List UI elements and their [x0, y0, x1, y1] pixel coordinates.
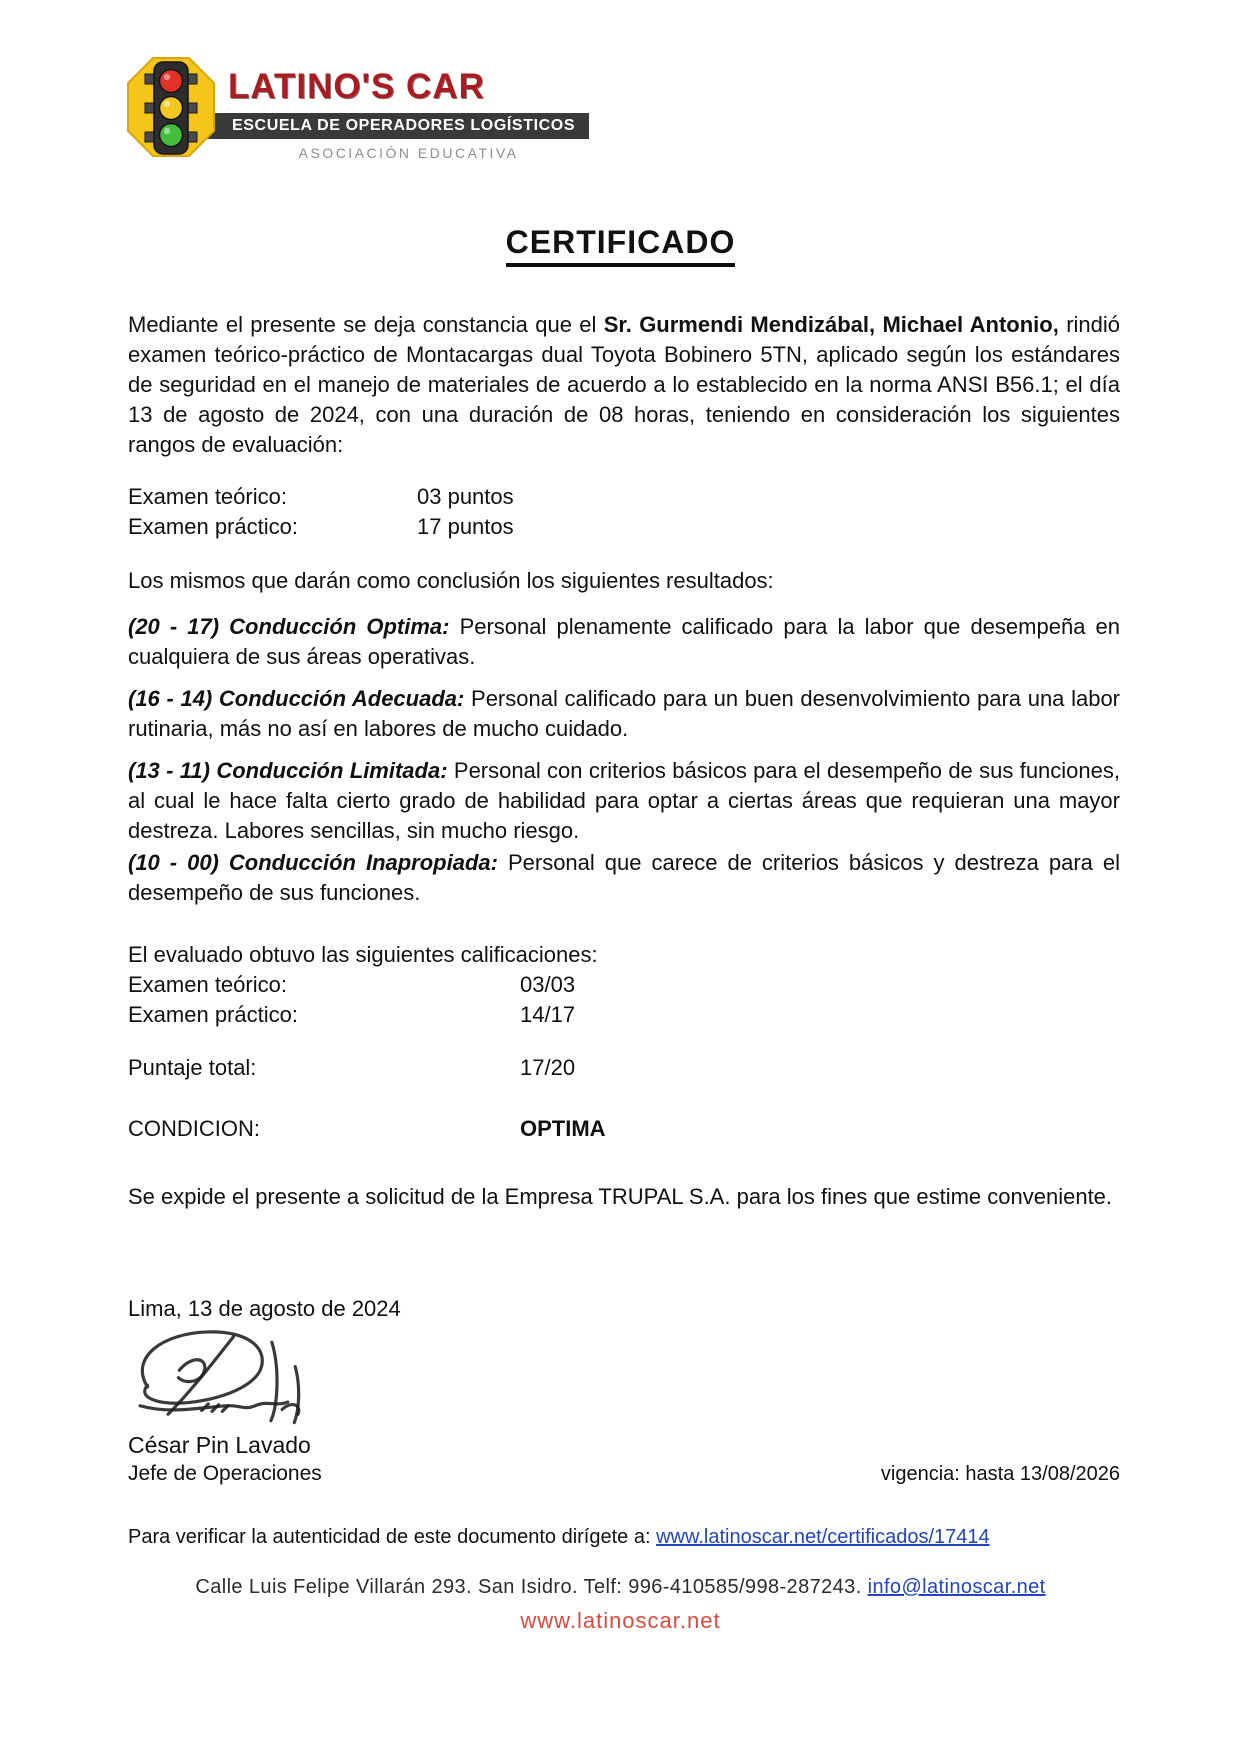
total-label: Puntaje total: [128, 1055, 257, 1080]
range-text: Personal que carece de criterios básicos y destreza para el desempeño de sus funciones. [128, 850, 1120, 905]
exam-scores [128, 482, 514, 542]
certificate-title: CERTIFICADO [506, 224, 736, 267]
condition-value: OPTIMA [520, 1116, 606, 1141]
score-value: 17 puntos [417, 514, 514, 539]
logo [126, 55, 589, 161]
range-paragraph-optima [128, 612, 1120, 672]
logo-text [228, 55, 589, 161]
grade-value: 14/17 [520, 1002, 576, 1027]
score-row-practice [128, 512, 514, 542]
range-heading: (13 - 11) Conducción Limitada: [128, 758, 448, 783]
tagline-bar: ESCUELA DE OPERADORES LOGÍSTICOS [202, 113, 589, 139]
place-date: Lima, 13 de agosto de 2024 [128, 1296, 401, 1321]
grade-row-theory [128, 970, 598, 1000]
grade-label: Examen teórico: [128, 972, 287, 997]
evaluee-name: Sr. Gurmendi Mendizábal, Michael Antonio, [603, 312, 1059, 337]
validity-note: vigencia: hasta 13/08/2026 [880, 1463, 1120, 1485]
range-text: Personal con criterios básicos para el desempeño de sus funciones, al cual le hace falta cierto grado de habilidad para optar a ciertas áreas que requieran una mayor destreza. Labores sencillas, sin mucho riesgo. [128, 758, 1120, 843]
association-label: ASOCIACIÓN EDUCATIVA [298, 145, 519, 161]
footer-website-line [0, 1608, 1241, 1634]
range-paragraph-inapropiada [128, 848, 1120, 908]
score-label: Examen práctico: [128, 514, 298, 539]
intro-paragraph [128, 310, 1120, 460]
role-line [128, 1462, 1120, 1486]
grades-block [128, 940, 598, 1030]
footer-address-line [0, 1576, 1241, 1599]
condition-row [128, 1114, 606, 1144]
score-value: 03 puntos [417, 484, 514, 509]
results-intro: Los mismos que darán como conclusión los siguientes resultados: [128, 568, 774, 593]
range-heading: (20 - 17) Conducción Optima: [128, 614, 450, 639]
issuance-paragraph: Se expide el presente a solicitud de la Empresa TRUPAL S.A. para los fines que estime conveniente. [128, 1184, 1113, 1209]
condition-label: CONDICION: [128, 1116, 260, 1141]
range-paragraph-limitada [128, 756, 1120, 846]
range-text: Personal calificado para un buen desenvolvimiento para una labor rutinaria, más no así en labores de mucho cuidado. [128, 686, 1121, 741]
range-paragraph-adecuada [128, 684, 1120, 744]
signer-role: Jefe de Operaciones [128, 1462, 322, 1485]
brand-name: LATINO'S CAR [228, 67, 485, 106]
range-heading: (10 - 00) Conducción Inapropiada: [128, 850, 498, 875]
grade-row-practice [128, 1000, 598, 1030]
grades-intro: El evaluado obtuvo las siguientes calificaciones: [128, 942, 598, 967]
grade-label: Examen práctico: [128, 1002, 298, 1027]
grade-value: 03/03 [520, 972, 576, 997]
verification-link[interactable]: www.latinoscar.net/certificados/17414 [656, 1526, 990, 1548]
range-text: Personal plenamente calificado para la labor que desempeña en cualquiera de sus áreas operativas. [128, 614, 1120, 669]
footer-website-link[interactable]: www.latinoscar.net [520, 1608, 721, 1633]
verification-text: Para verificar la autenticidad de este documento dirígete a: [128, 1526, 657, 1548]
intro-before-name: Mediante el presente se deja constancia que el [128, 312, 604, 337]
total-value: 17/20 [520, 1055, 576, 1080]
footer-email-link[interactable]: info@latinoscar.net [867, 1576, 1046, 1598]
signature-image [112, 1316, 327, 1432]
title-wrap [0, 224, 1241, 267]
total-row [128, 1053, 575, 1083]
verification-line [128, 1526, 1120, 1549]
range-heading: (16 - 14) Conducción Adecuada: [128, 686, 465, 711]
score-row-theory [128, 482, 514, 512]
footer-address: Calle Luis Felipe Villarán 293. San Isidro. Telf: 996-410585/998-287243. [195, 1576, 868, 1598]
score-label: Examen teórico: [128, 484, 287, 509]
traffic-light-icon [126, 55, 216, 159]
intro-after-name: rindió examen teórico-práctico de Montacargas dual Toyota Bobinero 5TN, aplicado según los estándares de seguridad en el manejo de materiales de acuerdo a lo establecido en la norma ANSI B56.1; el día 13 de agosto de 2024, con una duración de 08 horas, teniendo en consideración los siguientes rangos de evaluación: [128, 312, 1120, 457]
signer-name: César Pin Lavado [128, 1432, 311, 1458]
